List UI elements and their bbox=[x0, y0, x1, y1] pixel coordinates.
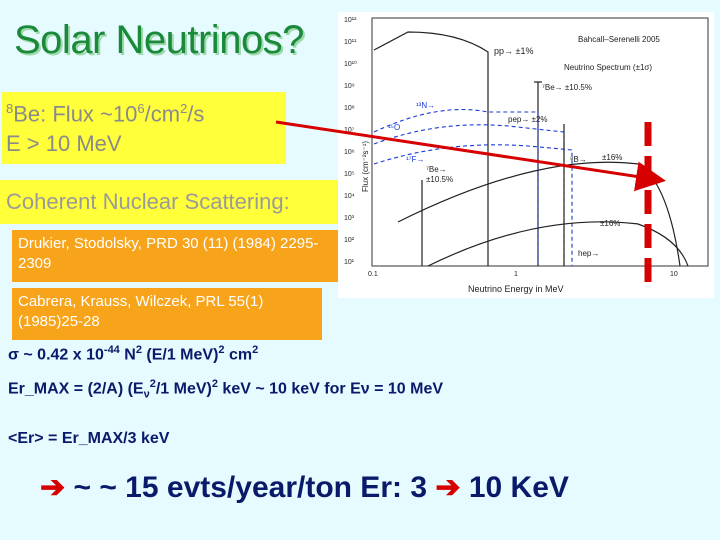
plot-header: Bahcall–Serenelli 2005 bbox=[578, 35, 660, 44]
reference-2: Cabrera, Krauss, Wilczek, PRL 55(1) (1985)25-28 bbox=[12, 288, 322, 340]
be7-label: ⁷Be→ ±10.5% bbox=[542, 83, 592, 92]
hep-label: hep→ bbox=[578, 249, 600, 258]
y-tick: 10⁷ bbox=[344, 127, 355, 134]
arrow-right-icon: ➔ bbox=[435, 471, 461, 504]
y-tick: 10¹¹ bbox=[344, 39, 357, 46]
flux-line-1: $^8$Be: Flux $\sim 10^6/cm^2/s$ bbox=[6, 101, 205, 127]
x-tick: 10 bbox=[670, 271, 678, 278]
pp-label: pp→ ±1% bbox=[494, 46, 534, 56]
y-tick: 10⁴ bbox=[344, 193, 355, 200]
y-tick: 10¹ bbox=[344, 259, 355, 266]
flux-arrow bbox=[276, 122, 660, 180]
y-tick: 10⁸ bbox=[344, 105, 355, 112]
be7-low-label: ⁷Be→ bbox=[426, 165, 447, 174]
recoil-average-formula: <Er> = Er_MAX/3 keV bbox=[8, 430, 170, 447]
reference-1: Drukier, Stodolsky, PRD 30 (11) (1984) 2295-2309 bbox=[12, 230, 342, 282]
recoil-max-formula: Er_MAX = (2/A) ($E_\nu^2/1$ MeV)$^2$ keV ~ 10 keV for Eν = 10 MeV bbox=[8, 378, 444, 401]
cross-section-formula: σ ~ 0.42 x $10^{-44}$ $N^2$ (E/1 MeV)$^2$ $cm^2$ bbox=[8, 344, 259, 364]
b8-label: ⁸B→ bbox=[570, 155, 587, 164]
y-tick: 10⁶ bbox=[344, 149, 355, 156]
coherent-scattering-label: Coherent Nuclear Scattering: bbox=[0, 180, 378, 224]
rate-result: ➔ ~ ~ 15 evts/year/ton Er: 3 ➔ 10 KeV bbox=[40, 471, 569, 504]
plot-subheader: Neutrino Spectrum (±1σ) bbox=[564, 63, 653, 72]
y-tick: 10¹⁰ bbox=[344, 61, 357, 68]
hep-err: ±16% bbox=[600, 219, 621, 228]
x-axis-label: Neutrino Energy in MeV bbox=[468, 284, 564, 294]
y-tick: 10⁹ bbox=[344, 83, 355, 90]
x-tick: 0.1 bbox=[368, 271, 378, 278]
arrow-right-icon: ➔ bbox=[40, 471, 66, 504]
x-tick: 1 bbox=[514, 271, 518, 278]
y-tick: 10¹² bbox=[344, 17, 357, 24]
o15-label: ¹⁵O bbox=[388, 123, 401, 132]
n13-label: ¹³N→ bbox=[416, 101, 436, 110]
be7-low-err: ±10.5% bbox=[426, 175, 454, 184]
y-axis-label: Flux (cm⁻²s⁻¹) bbox=[361, 140, 370, 192]
flux-line-2: E > 10 MeV bbox=[6, 131, 122, 157]
b8-err: ±16% bbox=[602, 153, 623, 162]
y-tick: 10⁵ bbox=[344, 171, 355, 178]
pep-label: pep→ ±2% bbox=[508, 115, 548, 124]
y-tick: 10³ bbox=[344, 215, 355, 222]
y-tick: 10² bbox=[344, 237, 355, 244]
slide-title: Solar Neutrinos? bbox=[14, 18, 304, 62]
f17-label: ¹⁷F→ bbox=[406, 155, 425, 164]
